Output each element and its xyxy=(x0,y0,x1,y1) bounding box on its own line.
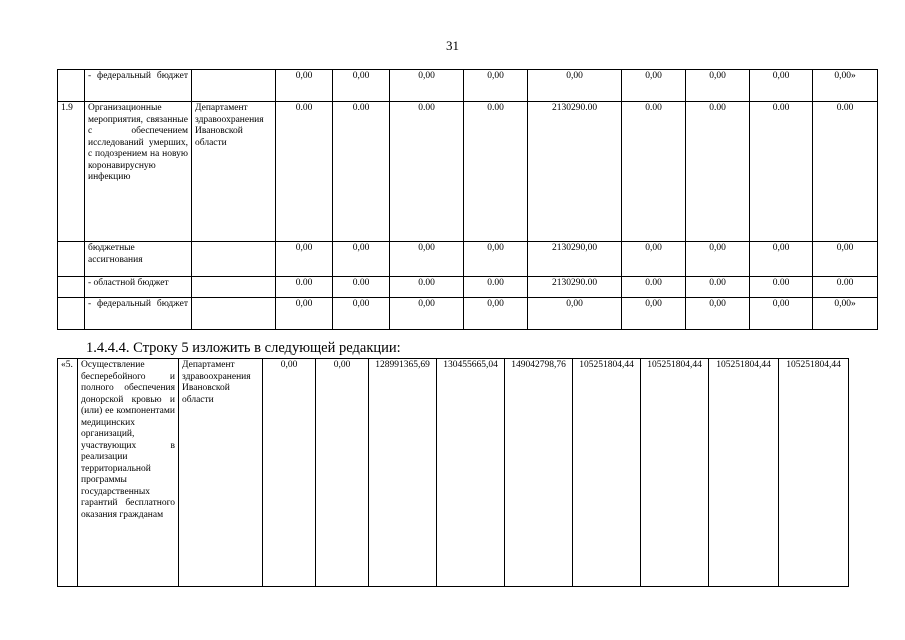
row-name: бюджетные ассигнования xyxy=(85,242,192,277)
table-row xyxy=(58,102,878,242)
value-cell: 0,00 xyxy=(276,242,333,277)
row-num xyxy=(58,298,85,330)
section-heading: 1.4.4.4. Строку 5 изложить в следующей редакции: xyxy=(86,340,401,356)
value-cell: 0,00 xyxy=(390,70,464,102)
value-cell: 130455665,04 xyxy=(437,359,505,587)
table-row xyxy=(58,359,849,587)
value-cell: 0.00 xyxy=(390,277,464,298)
value-cell: 0.00 xyxy=(622,102,686,242)
value-cell: 0.00 xyxy=(390,102,464,242)
value-cell: 0,00» xyxy=(813,70,878,102)
value-cell: 0,00 xyxy=(263,359,316,587)
row-num xyxy=(58,277,85,298)
row-executor xyxy=(192,277,276,298)
budget-table-top xyxy=(57,69,878,330)
value-cell: 0,00 xyxy=(813,242,878,277)
value-cell: 0,00 xyxy=(686,242,750,277)
value-cell: 105251804,44 xyxy=(641,359,709,587)
value-cell: 0,00 xyxy=(528,298,622,330)
row-num: 1.9 xyxy=(58,102,85,242)
value-cell: 0.00 xyxy=(276,277,333,298)
value-cell: 2130290.00 xyxy=(528,277,622,298)
value-cell: 0,00 xyxy=(276,70,333,102)
table-row xyxy=(58,242,878,277)
row-name: - федеральный бюджет xyxy=(85,298,192,330)
row-executor xyxy=(192,242,276,277)
value-cell: 0,00 xyxy=(464,242,528,277)
value-cell: 0,00 xyxy=(390,242,464,277)
value-cell: 105251804,44 xyxy=(573,359,641,587)
value-cell: 0.00 xyxy=(686,102,750,242)
value-cell: 0,00 xyxy=(686,70,750,102)
row-executor: Департамент здравоохранения Ивановской области xyxy=(192,102,276,242)
value-cell: 0.00 xyxy=(464,102,528,242)
value-cell: 0.00 xyxy=(333,277,390,298)
value-cell: 0.00 xyxy=(813,277,878,298)
value-cell: 0.00 xyxy=(464,277,528,298)
value-cell: 0.00 xyxy=(750,277,813,298)
table-row xyxy=(58,70,878,102)
value-cell: 149042798,76 xyxy=(505,359,573,587)
value-cell: 0.00 xyxy=(276,102,333,242)
row-name: Организационные мероприятия, связанные с обеспечением исследований умерших, с подозрением на новую коронавирусную инфекцию xyxy=(85,102,192,242)
value-cell: 0,00 xyxy=(750,70,813,102)
budget-table-bottom xyxy=(57,358,849,587)
value-cell: 0.00 xyxy=(622,277,686,298)
table-row xyxy=(58,298,878,330)
page-number: 31 xyxy=(446,38,459,53)
value-cell: 0.00 xyxy=(750,102,813,242)
value-cell: 0,00 xyxy=(333,242,390,277)
row-num xyxy=(58,70,85,102)
row-executor xyxy=(192,298,276,330)
value-cell: 128991365,69 xyxy=(369,359,437,587)
value-cell: 0,00 xyxy=(622,298,686,330)
value-cell: 0,00 xyxy=(464,70,528,102)
row-name: Осуществление бесперебойного и полного обеспечения донорской кровью и (или) ее компонентами медицинских организаций, участвующих в реализации территориальной программы государственных гарантий бесплатного оказания гражданам xyxy=(78,359,179,587)
value-cell: 0,00 xyxy=(750,242,813,277)
value-cell: 0,00 xyxy=(276,298,333,330)
value-cell: 0.00 xyxy=(686,277,750,298)
table-row xyxy=(58,277,878,298)
value-cell: 2130290.00 xyxy=(528,102,622,242)
value-cell: 0,00 xyxy=(333,298,390,330)
value-cell: 0,00 xyxy=(528,70,622,102)
row-num xyxy=(58,242,85,277)
value-cell: 0,00 xyxy=(333,70,390,102)
value-cell: 0.00 xyxy=(333,102,390,242)
row-executor: Департамент здравоохранения Ивановской области xyxy=(179,359,263,587)
value-cell: 0,00 xyxy=(622,70,686,102)
value-cell: 0,00 xyxy=(390,298,464,330)
value-cell: 0,00 xyxy=(464,298,528,330)
row-name: - областной бюджет xyxy=(85,277,192,298)
value-cell: 105251804,44 xyxy=(779,359,849,587)
row-executor xyxy=(192,70,276,102)
value-cell: 0,00 xyxy=(622,242,686,277)
value-cell: 105251804,44 xyxy=(709,359,779,587)
value-cell: 0,00» xyxy=(813,298,878,330)
value-cell: 2130290,00 xyxy=(528,242,622,277)
value-cell: 0,00 xyxy=(686,298,750,330)
value-cell: 0.00 xyxy=(813,102,878,242)
row-num: «5. xyxy=(58,359,78,587)
value-cell: 0,00 xyxy=(750,298,813,330)
row-name: - федеральный бюджет xyxy=(85,70,192,102)
value-cell: 0,00 xyxy=(316,359,369,587)
